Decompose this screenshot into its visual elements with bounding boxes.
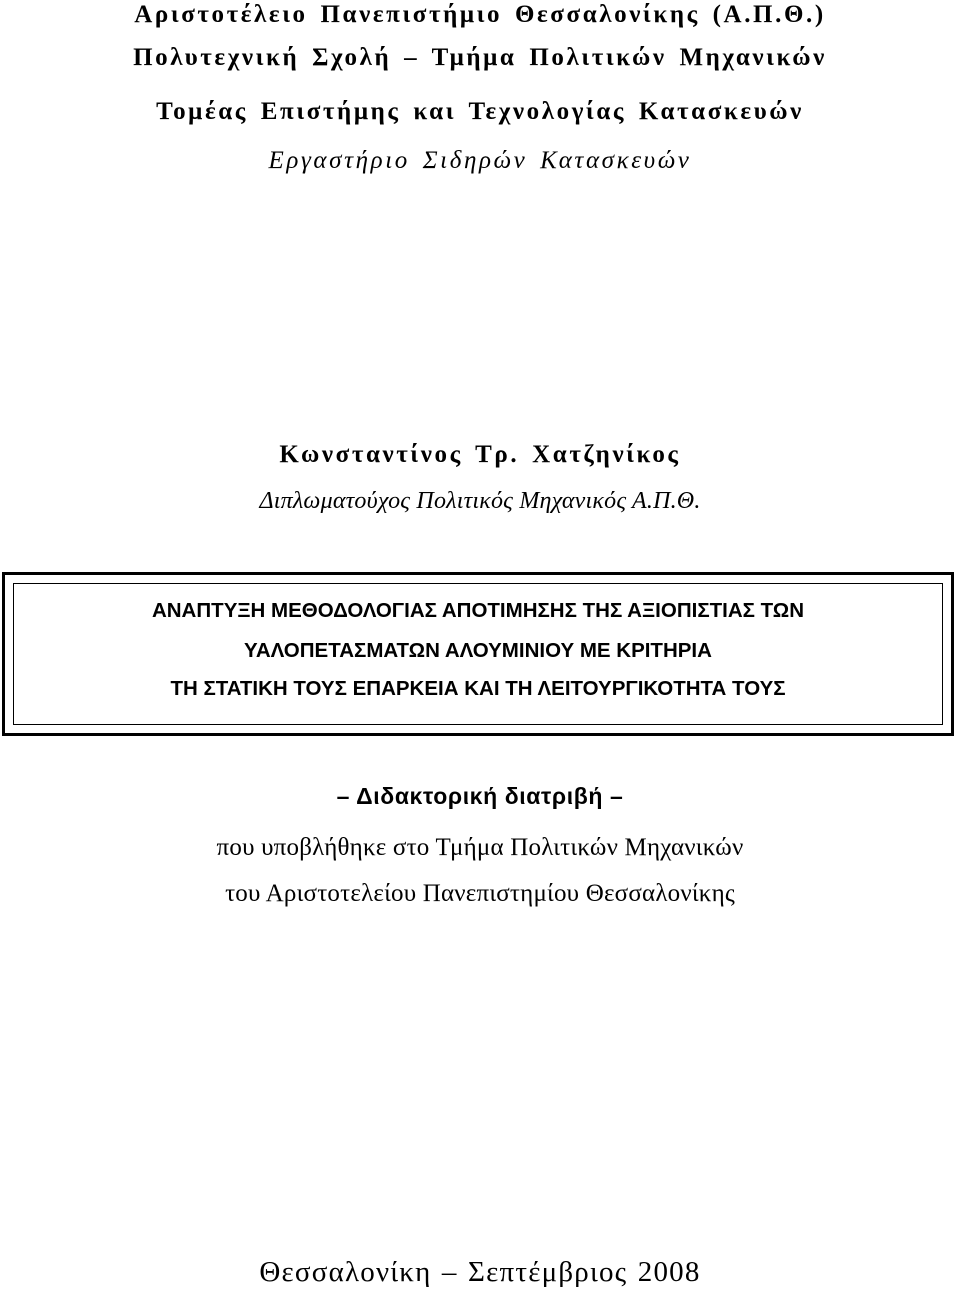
author-name: Κωνσταντίνος Τρ. Χατζηνίκος bbox=[279, 441, 681, 468]
thesis-title-line: ΤΗ ΣΤΑΤΙΚΗ ΤΟΥΣ ΕΠΑΡΚΕΙΑ ΚΑΙ ΤΗ ΛΕΙΤΟΥΡΓΙΚΟΤΗΤΑ ΤΟΥΣ bbox=[170, 677, 786, 700]
institution-name: Αριστοτέλειο Πανεπιστήμιο Θεσσαλονίκης (Α.Π.Θ.) bbox=[134, 1, 826, 28]
document-type: – Διδακτορική διατριβή – bbox=[336, 783, 624, 809]
submission-statement: του Αριστοτελείου Πανεπιστημίου Θεσσαλονίκης bbox=[225, 880, 735, 907]
author-title: Διπλωματούχος Πολιτικός Μηχανικός Α.Π.Θ. bbox=[259, 488, 701, 514]
sector-name: Τομέας Επιστήμης και Τεχνολογίας Κατασκευών bbox=[156, 98, 804, 125]
thesis-title-line: ΥΑΛΟΠΕΤΑΣΜΑΤΩΝ ΑΛΟΥΜΙΝΙΟΥ ΜΕ ΚΡΙΤΗΡΙΑ bbox=[244, 639, 712, 662]
thesis-title-line: ΑΝΑΠΤΥΞΗ ΜΕΘΟΔΟΛΟΓΙΑΣ ΑΠΟΤΙΜΗΣΗΣ ΤΗΣ ΑΞΙΟΠΙΣΤΙΑΣ ΤΩΝ bbox=[151, 599, 805, 622]
submission-statement: που υποβλήθηκε στο Τμήμα Πολιτικών Μηχανικών bbox=[216, 834, 744, 861]
laboratory-name: Εργαστήριο Σιδηρών Κατασκευών bbox=[268, 147, 692, 174]
school-department: Πολυτεχνική Σχολή – Τμήμα Πολιτικών Μηχανικών bbox=[133, 44, 827, 71]
place-date: Θεσσαλονίκη – Σεπτέμβριος 2008 bbox=[259, 1256, 701, 1288]
thesis-title-frame bbox=[2, 572, 954, 736]
